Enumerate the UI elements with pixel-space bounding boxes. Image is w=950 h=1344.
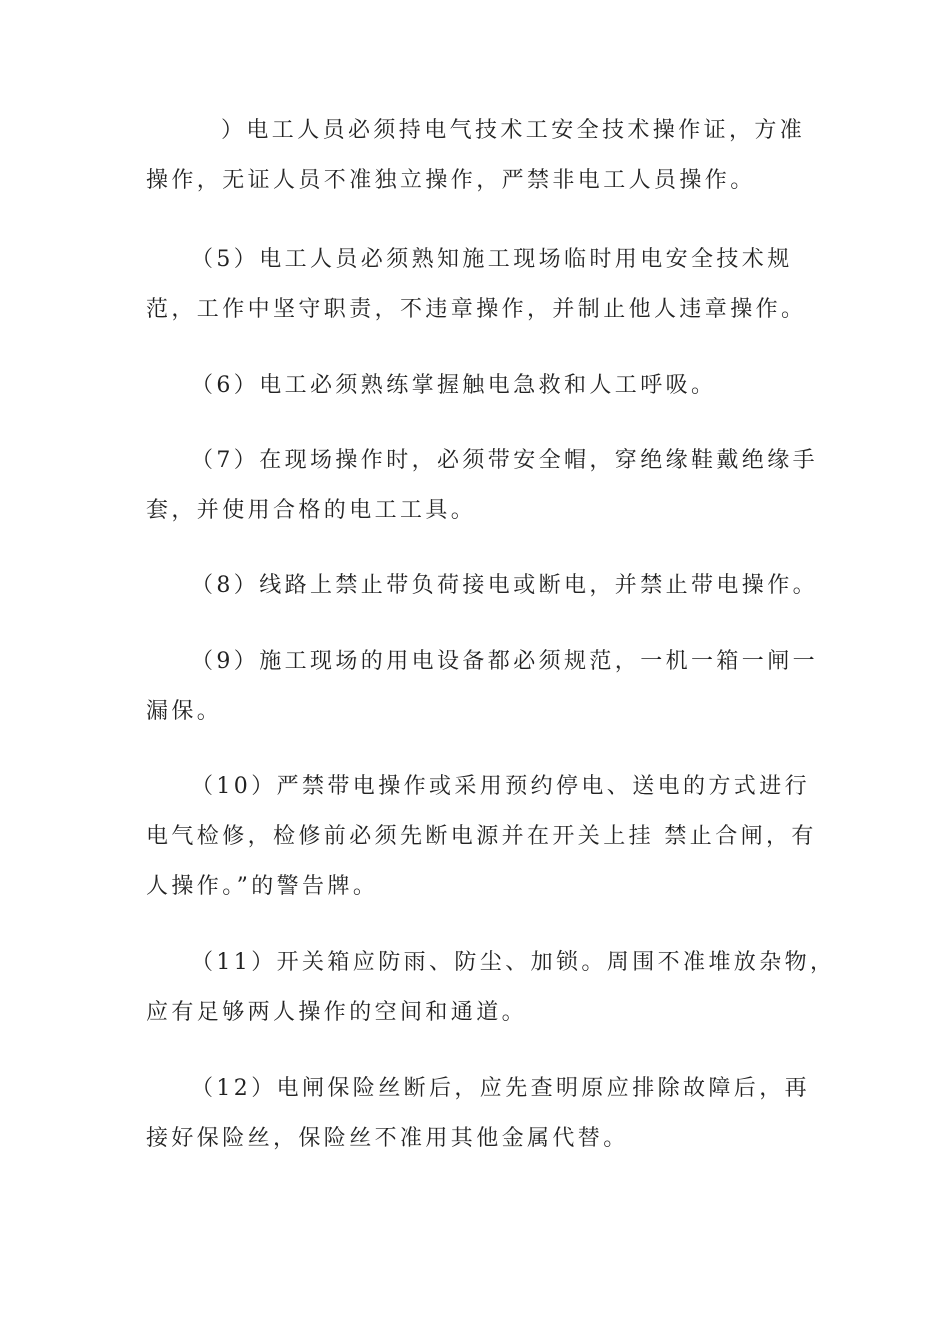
paragraph-line: （6）电工必须熟练掌握触电急救和人工呼吸。 (191, 373, 717, 398)
paragraph-line: （11）开关箱应防雨、防尘、加锁。周围不准堆放杂物， (191, 950, 836, 975)
paragraph-line: 应有足够两人操作的空间和通道。 (146, 1000, 528, 1025)
paragraph-line: （5）电工人员必须熟知施工现场临时用电安全技术规 (191, 247, 793, 272)
paragraph-line: 电气检修，检修前必须先断电源并在开关上挂 禁止合闸，有 (146, 824, 817, 849)
paragraph-item-12 (146, 1064, 816, 1164)
paragraph-item-10 (146, 762, 816, 912)
paragraph-item-7 (146, 436, 816, 536)
paragraph-line: （8）线路上禁止带负荷接电或断电，并禁止带电操作。 (191, 573, 818, 598)
paragraph-line: （9）施工现场的用电设备都必须规范，一机一箱一闸一 (191, 649, 818, 674)
paragraph-line: 范，工作中坚守职责，不违章操作，并制止他人违章操作。 (146, 297, 807, 322)
paragraph-line: ）电工人员必须持电气技术工安全技术操作证，方准 (221, 118, 806, 143)
paragraph-electrician-certificate (146, 106, 816, 206)
paragraph-item-8 (146, 561, 816, 611)
paragraph-line: 套，并使用合格的电工工具。 (146, 498, 477, 523)
paragraph-item-6 (146, 361, 816, 411)
paragraph-line: 接好保险丝，保险丝不准用其他金属代替。 (146, 1126, 629, 1151)
paragraph-line: 操作，无证人员不准独立操作，严禁非电工人员操作。 (146, 168, 756, 193)
paragraph-item-11 (146, 938, 836, 1038)
paragraph-line: 漏保。 (146, 699, 223, 724)
paragraph-item-9 (146, 637, 816, 737)
paragraph-line: 人操作。”的警告牌。 (146, 874, 379, 899)
paragraph-line: （12）电闸保险丝断后，应先查明原应排除故障后，再 (191, 1076, 810, 1101)
paragraph-line: （7）在现场操作时，必须带安全帽，穿绝缘鞋戴绝缘手 (191, 448, 818, 473)
paragraph-item-5 (146, 235, 816, 335)
paragraph-line: （10）严禁带电操作或采用预约停电、送电的方式进行 (191, 774, 810, 799)
